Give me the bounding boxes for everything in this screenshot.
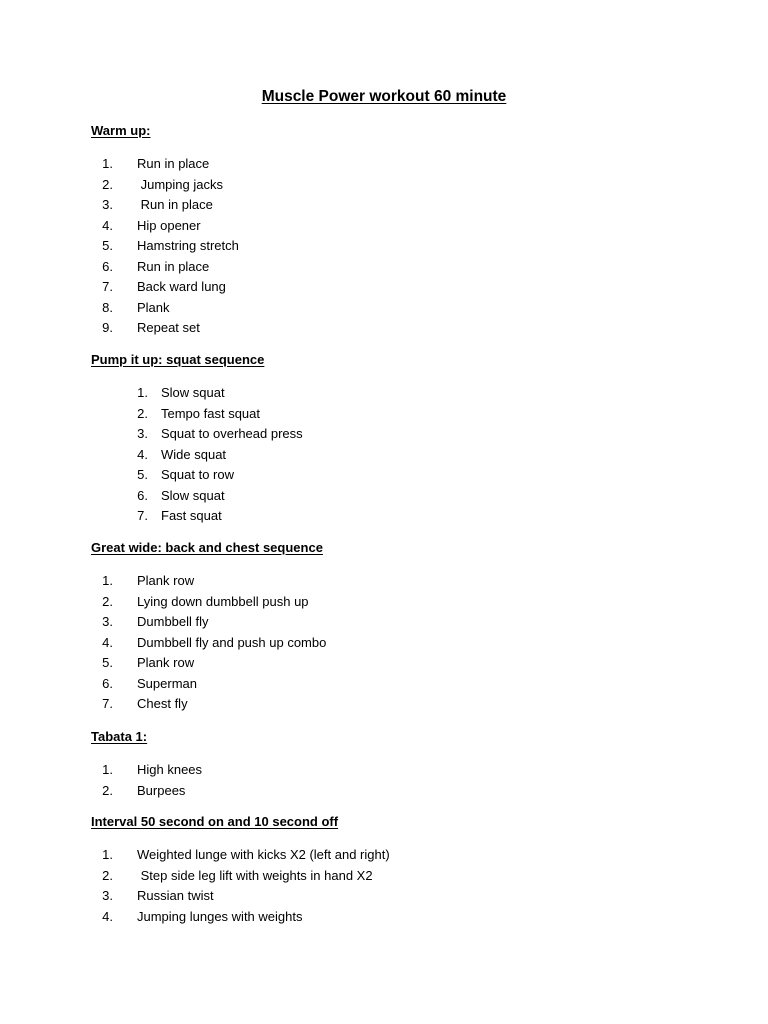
list-text: Slow squat <box>161 385 225 400</box>
list-number: 1. <box>102 156 113 171</box>
list-number: 2. <box>102 593 113 609</box>
list-text: Tempo fast squat <box>161 405 260 421</box>
section-heading: Pump it up: squat sequence <box>91 352 265 367</box>
list-item <box>91 445 691 466</box>
list-number: 6. <box>102 675 113 691</box>
list-item <box>91 506 691 527</box>
list-text: Russian twist <box>137 888 214 903</box>
section-heading: Tabata 1: <box>91 729 148 744</box>
list-item <box>91 781 691 802</box>
list-text: Superman <box>137 675 197 691</box>
list-number: 8. <box>102 299 113 315</box>
list-text: Burpees <box>137 782 186 798</box>
list-item <box>91 424 691 445</box>
list-number: 3. <box>137 426 148 441</box>
list-item <box>91 886 691 907</box>
list-text: Back ward lung <box>137 279 226 294</box>
list-number: 1. <box>102 762 113 777</box>
list-text: Jumping jacks <box>137 176 223 192</box>
list-item <box>91 195 691 216</box>
list-item <box>91 404 691 425</box>
list-item <box>91 486 691 507</box>
list-item <box>91 216 691 237</box>
list-text: Step side leg lift with weights in hand X2 <box>137 867 373 883</box>
list-text: Wide squat <box>161 446 227 462</box>
list-text: Run in place <box>137 197 213 212</box>
list-item <box>91 257 691 278</box>
list-number: 6. <box>102 258 113 274</box>
list-item <box>91 866 691 887</box>
list-item <box>91 318 691 339</box>
list-number: 1. <box>102 847 113 862</box>
list-number: 5. <box>102 238 113 253</box>
list-item <box>91 236 691 257</box>
list-text: Hip opener <box>137 217 201 233</box>
list-item <box>91 383 691 404</box>
list-text: Dumbbell fly <box>137 614 209 629</box>
list-number: 4. <box>102 908 113 924</box>
list-item <box>91 175 691 196</box>
list-text: Lying down dumbbell push up <box>137 593 309 609</box>
document-title <box>0 87 768 107</box>
list-item <box>91 694 691 715</box>
list-number: 2. <box>102 867 113 883</box>
list-item <box>91 760 691 781</box>
list-item <box>91 612 691 633</box>
list-item <box>91 653 691 674</box>
list-number: 1. <box>102 573 113 588</box>
document-title-text: Muscle Power workout 60 minute <box>261 88 507 105</box>
list-text: Fast squat <box>161 508 222 523</box>
list-text: Chest fly <box>137 696 188 711</box>
list-text: Repeat set <box>137 320 200 335</box>
list-item <box>91 907 691 928</box>
list-number: 7. <box>137 508 148 523</box>
list-number: 3. <box>102 197 113 212</box>
list-text: Squat to overhead press <box>161 426 303 441</box>
list-text: Jumping lunges with weights <box>137 908 303 924</box>
list-text: Dumbbell fly and push up combo <box>137 634 327 650</box>
list-text: Hamstring stretch <box>137 238 239 253</box>
list-number: 2. <box>102 176 113 192</box>
list-item <box>91 571 691 592</box>
list-text: Run in place <box>137 258 210 274</box>
list-number: 9. <box>102 320 113 335</box>
list-item <box>91 633 691 654</box>
list-text: Weighted lunge with kicks X2 (left and right) <box>137 847 390 862</box>
section-heading: Interval 50 second on and 10 second off <box>91 814 339 829</box>
list-number: 5. <box>137 467 148 482</box>
list-number: 4. <box>137 446 148 462</box>
list-number: 3. <box>102 888 113 903</box>
list-number: 4. <box>102 634 113 650</box>
section-tabata-1 <box>91 728 691 801</box>
section-warm-up <box>91 122 691 339</box>
list-number: 5. <box>102 655 113 670</box>
section-back-chest-sequence <box>91 539 691 715</box>
list-item <box>91 674 691 695</box>
list-number: 3. <box>102 614 113 629</box>
list-item <box>91 277 691 298</box>
section-heading: Warm up: <box>91 123 151 138</box>
list-number: 7. <box>102 279 113 294</box>
list-text: Plank row <box>137 655 195 670</box>
list-number: 1. <box>137 385 148 400</box>
list-text: Plank row <box>137 573 195 588</box>
list-text: Run in place <box>137 156 210 171</box>
list-number: 7. <box>102 696 113 711</box>
list-item <box>91 592 691 613</box>
section-heading: Great wide: back and chest sequence <box>91 540 323 555</box>
list-item <box>91 465 691 486</box>
list-text: High knees <box>137 762 203 777</box>
section-squat-sequence <box>91 351 691 527</box>
list-number: 2. <box>102 782 113 798</box>
list-item <box>91 845 691 866</box>
list-item <box>91 298 691 319</box>
list-text: Plank <box>137 299 170 315</box>
list-text: Slow squat <box>161 487 225 503</box>
list-number: 2. <box>137 405 148 421</box>
list-text: Squat to row <box>161 467 234 482</box>
list-number: 6. <box>137 487 148 503</box>
list-item <box>91 154 691 175</box>
section-interval <box>91 813 691 927</box>
list-number: 4. <box>102 217 113 233</box>
